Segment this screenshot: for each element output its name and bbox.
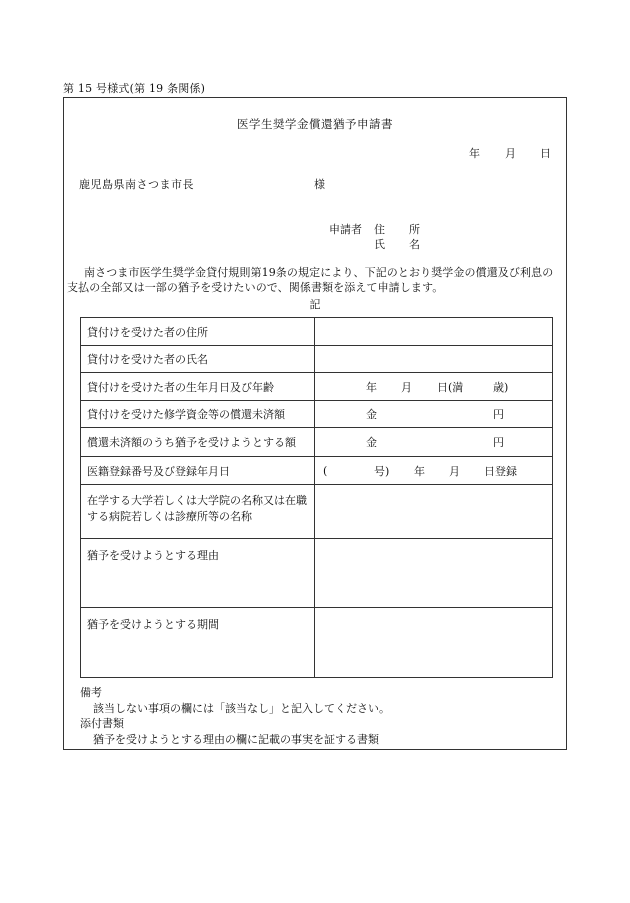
license-day-label: 日登録 [484,464,517,478]
application-statement: 南さつま市医学生奨学金貸付規則第19条の規定により、下記のとおり奨学金の償還及び利息の支払の全部又は一部の猶予を受けたいので、関係書類を添えて申請します。 [67,266,554,294]
table-row [81,428,553,457]
deferral-amount-field[interactable] [315,428,553,457]
application-form [63,97,567,750]
bikou-text: 該当しない事項の欄には「該当なし」と記入してください。 [93,701,390,715]
deferral-kin-label: 金 [366,436,377,449]
date-month: 月 [505,147,516,160]
applicant-address-label-2: 所 [409,223,420,236]
birth-month-label: 月 [401,380,412,394]
addressee-name: 鹿児島県南さつま市長 [79,178,194,191]
reason-field[interactable] [315,539,553,608]
details-table [80,317,553,678]
row-label-deferral-amount: 償還未済額のうち猶予を受けようとする額 [81,428,315,457]
table-row [81,373,553,401]
table-row [81,346,553,373]
license-year-label: 年 [414,464,425,478]
notes-section [80,685,390,747]
table-row [81,457,553,485]
row-label-institution: 在学する大学若しくは大学院の名称又は在職する病院若しくは診療所等の名称 [81,485,315,539]
applicant-name-label-2: 名 [409,238,420,251]
date-year: 年 [469,147,480,160]
unpaid-amount-field[interactable] [315,401,553,428]
row-label-address: 貸付けを受けた者の住所 [81,318,315,346]
birth-age-label: 歳) [493,380,509,394]
row-label-name: 貸付けを受けた者の氏名 [81,346,315,373]
name-field[interactable] [315,346,553,373]
addressee-honorific: 様 [314,178,325,191]
table-row [81,608,553,678]
applicant-role-label: 申請者 [329,223,362,236]
address-field[interactable] [315,318,553,346]
deferral-yen-label: 円 [493,436,504,449]
form-number-label: 第 15 号様式(第 19 条関係) [63,82,206,95]
row-label-license: 医籍登録番号及び登録年月日 [81,457,315,485]
table-row [81,539,553,608]
birth-field[interactable] [315,373,553,401]
row-label-reason: 猶予を受けようとする理由 [81,539,315,608]
institution-field[interactable] [315,485,553,539]
period-field[interactable] [315,608,553,678]
license-field[interactable] [315,457,553,485]
license-month-label: 月 [449,464,460,478]
row-label-birth: 貸付けを受けた者の生年月日及び年齢 [81,373,315,401]
row-label-unpaid: 貸付けを受けた修学資金等の償還未済額 [81,401,315,428]
table-row [81,485,553,539]
date-day: 日 [540,147,551,160]
attachments-text: 猶予を受けようとする理由の欄に記載の事実を証する書類 [93,732,379,746]
table-row [81,401,553,428]
applicant-name-label-1: 氏 [374,238,385,251]
row-label-period: 猶予を受けようとする期間 [81,608,315,678]
table-row [81,318,553,346]
form-title: 医学生奨学金償還猶予申請書 [237,117,393,131]
unpaid-kin-label: 金 [366,408,377,421]
applicant-address-label-1: 住 [374,223,385,236]
license-open-paren: ( [323,464,328,477]
attachments-heading: 添付書類 [80,717,124,730]
bikou-heading: 備考 [80,686,102,699]
ki-heading: 記 [309,298,321,311]
unpaid-yen-label: 円 [493,408,504,421]
birth-year-label: 年 [366,380,377,394]
license-number-label: 号) [374,464,390,478]
birth-day-label: 日(満 [437,380,464,394]
